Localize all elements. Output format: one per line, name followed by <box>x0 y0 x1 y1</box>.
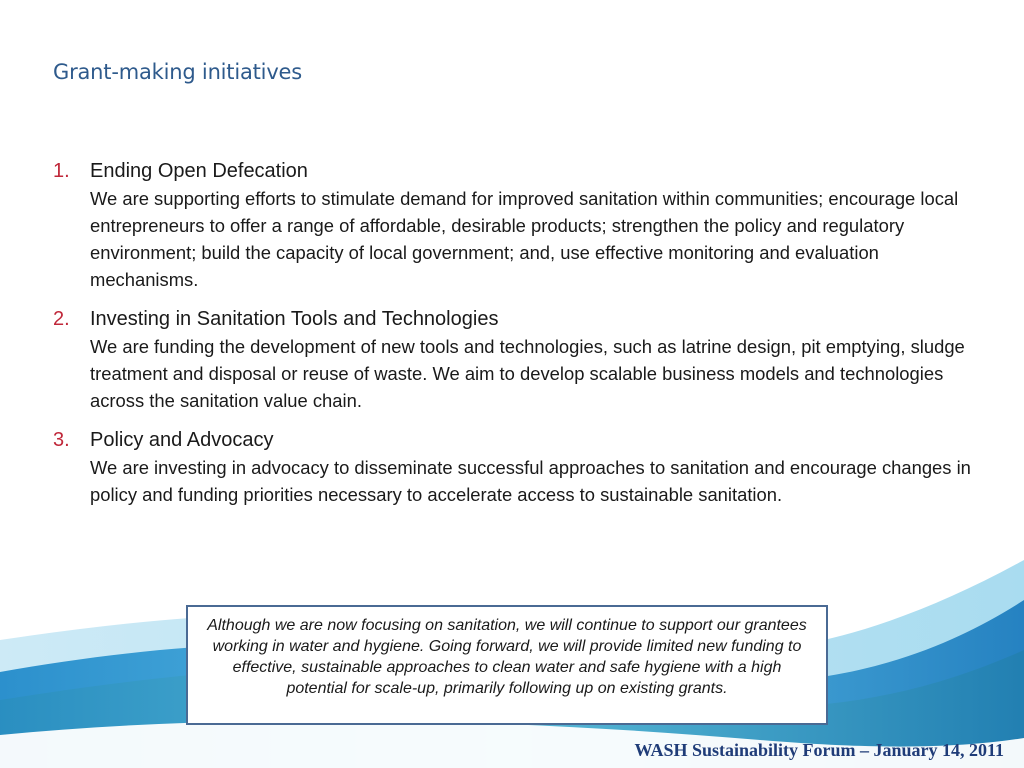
item-number: 2. <box>53 308 70 330</box>
footer-text: WASH Sustainability Forum – January 14, 2011 <box>634 740 1004 760</box>
item-number: 1. <box>53 160 70 182</box>
item-number: 3. <box>53 429 70 451</box>
item-heading: Investing in Sanitation Tools and Technologies <box>90 308 499 330</box>
initiatives-list <box>53 157 983 520</box>
item-body: We are investing in advocacy to disseminate successful approaches to sanitation and encourage changes in policy and funding priorities necessary to accelerate access to sustainable sanitation. <box>90 457 971 505</box>
list-item <box>53 157 983 293</box>
item-heading: Policy and Advocacy <box>90 429 274 451</box>
slide-title: Grant-making initiatives <box>53 60 303 84</box>
item-body: We are funding the development of new tools and technologies, such as latrine design, pit emptying, sludge treatment and disposal or reuse of waste. We aim to develop scalable business models and technologies across the sanitation value chain. <box>90 336 965 411</box>
note-box: Although we are now focusing on sanitation, we will continue to support our grantees working in water and hygiene. Going forward, we will provide limited new funding to effective, sustainable approaches to clean water and safe hygiene with a high potential for scale-up, primarily following up on existing grants. <box>186 605 828 725</box>
list-item <box>53 426 983 508</box>
list-item <box>53 305 983 414</box>
item-body: We are supporting efforts to stimulate demand for improved sanitation within communities; encourage local entrepreneurs to offer a range of affordable, desirable products; strengthen the policy and regulatory environment; build the capacity of local government; and, use effective monitoring and evaluation mechanisms. <box>90 188 959 290</box>
item-heading: Ending Open Defecation <box>90 160 308 182</box>
